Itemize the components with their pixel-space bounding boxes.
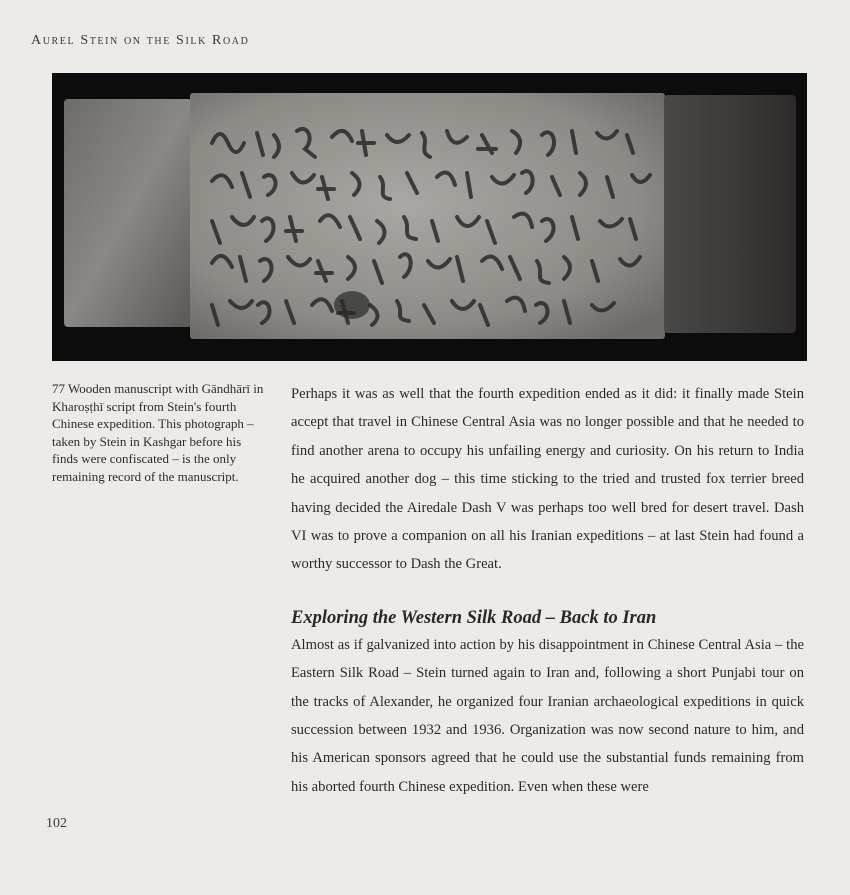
manuscript-image [52,73,807,361]
section-heading: Exploring the Western Silk Road – Back to Iran [291,607,657,628]
figure-caption [52,380,267,486]
page-number: 102 [46,816,67,831]
running-head: Aurel Stein on the Silk Road [31,33,250,48]
paragraph-1: Perhaps it was as well that the fourth expedition ended as it did: it finally made Stein accept that travel in Chinese Central Asia was no longer possible and that he needed to find another arena to occupy his unfailing energy and curiosity. On his return to India he acquired another dog – this time sticking to the tried and trusted fox terrier breed having decided the Airedale Dash V was perhaps too well bred for desert travel. Dash VI was to prove a companion on all his Iranian expeditions – at last Stein had found a worthy successor to Dash the Great. [291,386,804,573]
paragraph-2: Almost as if galvanized into action by his disappointment in Chinese Central Asia – the Eastern Silk Road – Stein turned again to Iran and, following a short Punjabi tour on the tracks of Alexander, he organized four Iranian archaeological expeditions in quick succession between 1932 and 1936. Organization was now second nature to him, and his American sponsors agreed that he could use the substantial funds remaining from his aborted fourth Chinese expedition. Even when these were [291,636,804,795]
manuscript-photograph [52,73,807,361]
main-text-column [291,380,804,801]
caption-text: 77 Wooden manuscript with Gāndhārī in Kharoṣṭhī script from Stein's fourth Chinese expedition. This photograph – taken by Stein in Kashgar before his finds were confiscated – is the only remaining record of the manuscript. [52,381,264,484]
